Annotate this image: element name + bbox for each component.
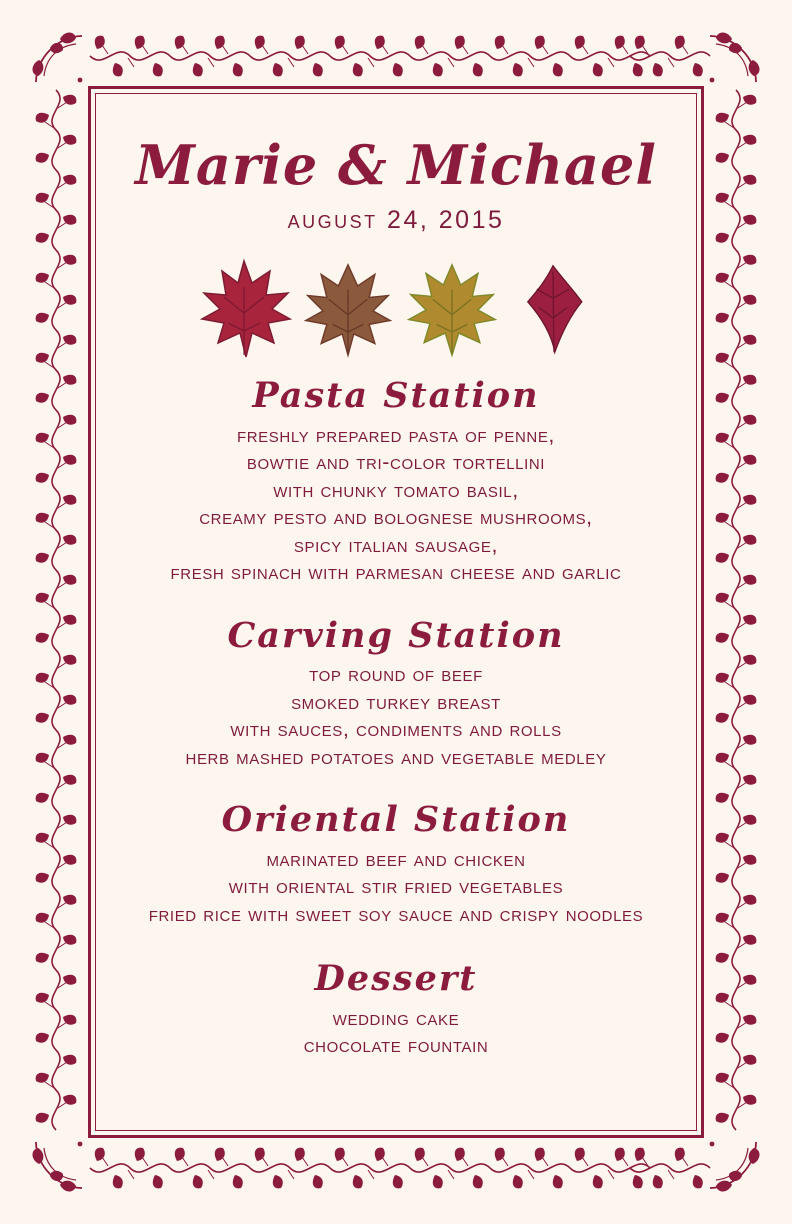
autumn-leaves-decoration: [96, 255, 696, 363]
station-lines: [96, 422, 696, 587]
station-title: Pasta Station: [252, 375, 540, 416]
menu-line: with chunky tomato basil,: [273, 477, 519, 502]
station-lines: [96, 1005, 696, 1060]
menu-line: fried rice with sweet soy sauce and crispy noodles: [148, 901, 644, 926]
menu-line: herb mashed potatoes and vegetable medley: [185, 744, 607, 769]
station-oriental: [96, 801, 696, 928]
station-lines: [96, 846, 696, 929]
maple-leaf-gold: [402, 259, 502, 359]
station-lines: [96, 661, 696, 771]
wedding-date: august 24, 2015: [287, 206, 505, 234]
menu-line: bowtie and tri-color tortellini: [246, 450, 546, 475]
station-dessert: [96, 960, 696, 1060]
menu-line: fresh spinach with parmesan cheese and garlic: [170, 560, 622, 585]
menu-content: [96, 96, 696, 1128]
menu-line: with oriental stir fried vegetables: [228, 874, 564, 899]
menu-line: with sauces, condiments and rolls: [230, 717, 562, 742]
station-pasta: [96, 377, 696, 587]
menu-line: spicy italian sausage,: [293, 532, 499, 557]
maple-leaf-brown: [300, 259, 396, 359]
menu-line: marinated beef and chicken: [266, 846, 526, 871]
menu-line: chocolate fountain: [303, 1033, 489, 1058]
maple-leaf-red: [194, 257, 294, 361]
station-title: Dessert: [314, 958, 478, 1000]
station-title: Oriental Station: [221, 799, 571, 841]
station-title: Carving Station: [227, 614, 565, 656]
menu-line: smoked turkey breast: [291, 689, 501, 714]
menu-line: top round of beef: [309, 662, 483, 687]
maple-leaf-crimson: [508, 257, 598, 361]
station-carving: [96, 614, 696, 772]
menu-line: freshly prepared pasta of penne,: [236, 422, 555, 447]
couple-names: Marie & Michael: [135, 133, 657, 197]
menu-line: wedding cake: [332, 1005, 460, 1030]
menu-line: creamy pesto and bolognese mushrooms,: [199, 505, 593, 530]
